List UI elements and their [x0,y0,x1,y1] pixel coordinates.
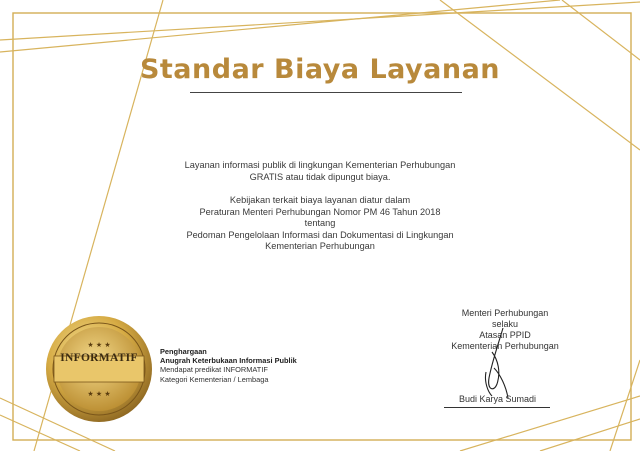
signatory-line: selaku [491,319,518,329]
paragraph-line: Kebijakan terkait biaya layanan diatur dalam [229,195,411,205]
award-category: Kategori Kementerian / Lembaga [160,374,269,384]
signatory-line: Atasan PPID [479,330,531,340]
paragraph-line: tentang [304,218,336,228]
award-name: Anugrah Keterbukaan Informasi Publik [160,356,297,366]
award-heading: Penghargaan [160,347,207,356]
paragraph-line: Pedoman Pengelolaan Informasi dan Dokumentasi di Lingkungan [186,229,454,240]
signature-underline [444,407,550,408]
svg-text:★ ★ ★: ★ ★ ★ [87,390,111,398]
seal-label: INFORMATIF [60,352,138,364]
signatory-line: Menteri Perhubungan [461,308,549,318]
signatory-line: Kementerian Perhubungan [451,341,559,351]
award-predicate: Mendapat predikat INFORMATIF [160,365,268,375]
paragraph-line: GRATIS atau tidak dipungut biaya. [249,171,391,182]
paragraph-line: Peraturan Menteri Perhubungan Nomor PM 46 Tahun 2018 [199,206,441,217]
certificate-title: Standar Biaya Layanan [139,54,501,85]
svg-text:★ ★ ★: ★ ★ ★ [87,341,111,349]
paragraph-line: Layanan informasi publik di lingkungan Kementerian Perhubungan [184,160,456,170]
paragraph-line: Kementerian Perhubungan [265,241,375,251]
signatory-name: Budi Karya Sumadi [458,394,537,404]
